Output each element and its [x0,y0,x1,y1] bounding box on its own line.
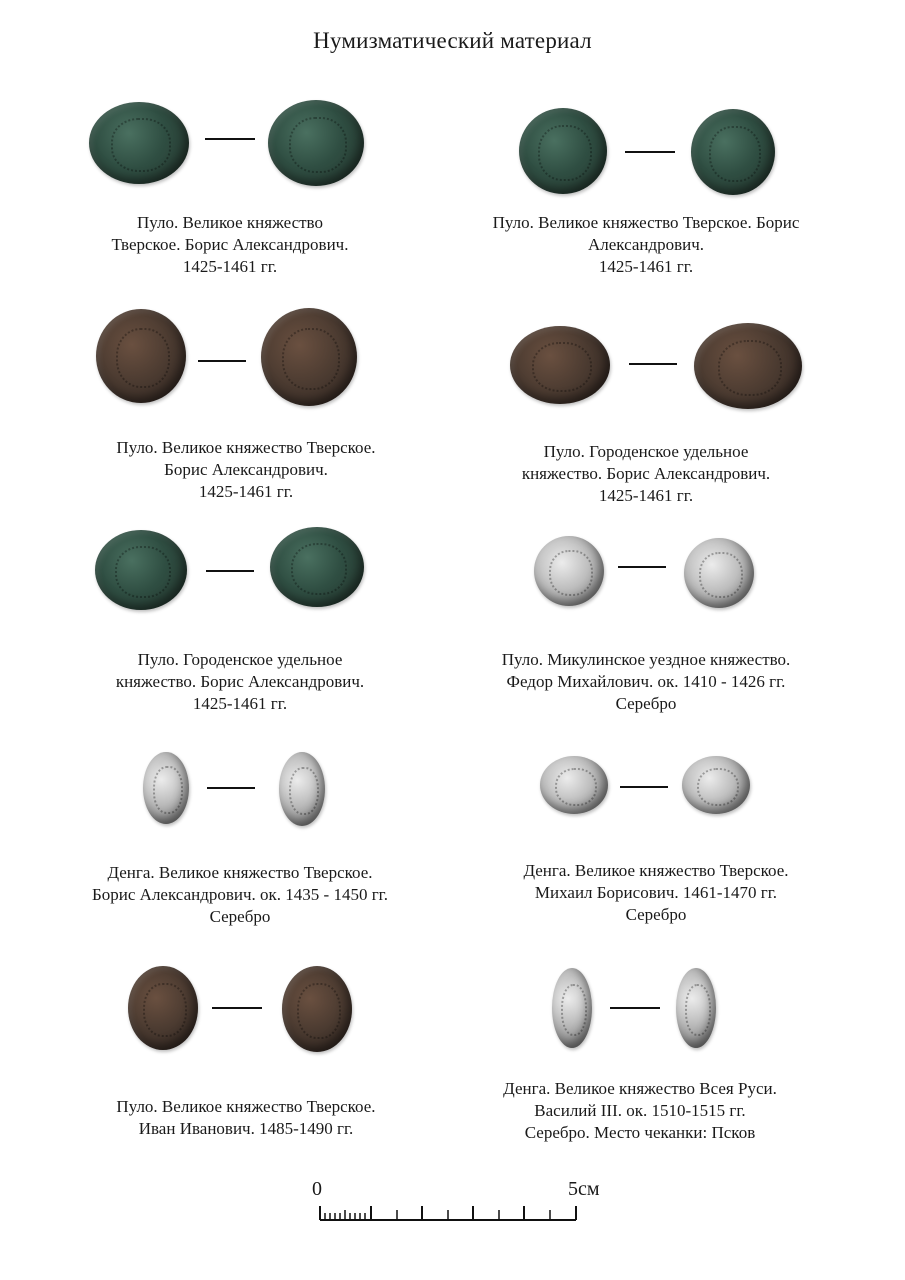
coin-9-reverse [282,966,352,1052]
separator-dash [212,1007,262,1009]
separator-dash [198,360,246,362]
coin-10-caption: Денга. Великое княжество Всея Руси. Василий III. ок. 1510-1515 гг. Серебро. Место чеканки: Псков [503,1079,777,1142]
coin-5-reverse [270,527,364,607]
coin-3-reverse [261,308,357,406]
coin-5-obverse [95,530,187,610]
separator-dash [629,363,677,365]
separator-dash [205,138,255,140]
coin-8-caption: Денга. Великое княжество Тверское. Михаил Борисович. 1461-1470 гг. Серебро [523,861,789,924]
coin-9-obverse [128,966,198,1050]
coin-7-caption: Денга. Великое княжество Тверское. Борис Александрович. ок. 1435 - 1450 гг. Серебро [92,863,388,926]
separator-dash [610,1007,660,1009]
separator-dash [207,787,255,789]
coin-8-reverse [682,756,750,814]
coin-7-reverse [279,752,325,826]
coin-1-caption: Пуло. Великое княжество Тверское. Борис Александрович. 1425-1461 гг. [111,213,349,276]
coin-9-caption: Пуло. Великое княжество Тверское. Иван Иванович. 1485-1490 гг. [116,1097,376,1138]
scale-bar [318,1200,578,1224]
separator-dash [618,566,666,568]
coin-6-obverse [534,536,604,606]
coin-10-obverse [552,968,592,1048]
coin-2-caption: Пуло. Великое княжество Тверское. Борис Александрович. 1425-1461 гг. [492,213,800,276]
coin-6-reverse [684,538,754,608]
coin-3-obverse [96,309,186,403]
coin-5-caption: Пуло. Городенское удельное княжество. Борис Александрович. 1425-1461 гг. [115,650,365,713]
coin-3-caption: Пуло. Великое княжество Тверское. Борис Александрович. 1425-1461 гг. [116,438,376,501]
page-title: Нумизматический материал [313,28,592,53]
scale-end-label: 5см [568,1178,600,1200]
coin-2-reverse [691,109,775,195]
coin-4-reverse [694,323,802,409]
coin-7-obverse [143,752,189,824]
coin-8-obverse [540,756,608,814]
coin-1-obverse [89,102,189,184]
separator-dash [625,151,675,153]
coin-2-obverse [519,108,607,194]
coin-4-obverse [510,326,610,404]
coin-10-reverse [676,968,716,1048]
coin-4-caption: Пуло. Городенское удельное княжество. Борис Александрович. 1425-1461 гг. [521,442,771,505]
scale-start-label: 0 [312,1178,322,1200]
separator-dash [620,786,668,788]
separator-dash [206,570,254,572]
coin-1-reverse [268,100,364,186]
coin-6-caption: Пуло. Микулинское уездное княжество. Федор Михайлович. ок. 1410 - 1426 гг. Серебро [501,650,791,713]
